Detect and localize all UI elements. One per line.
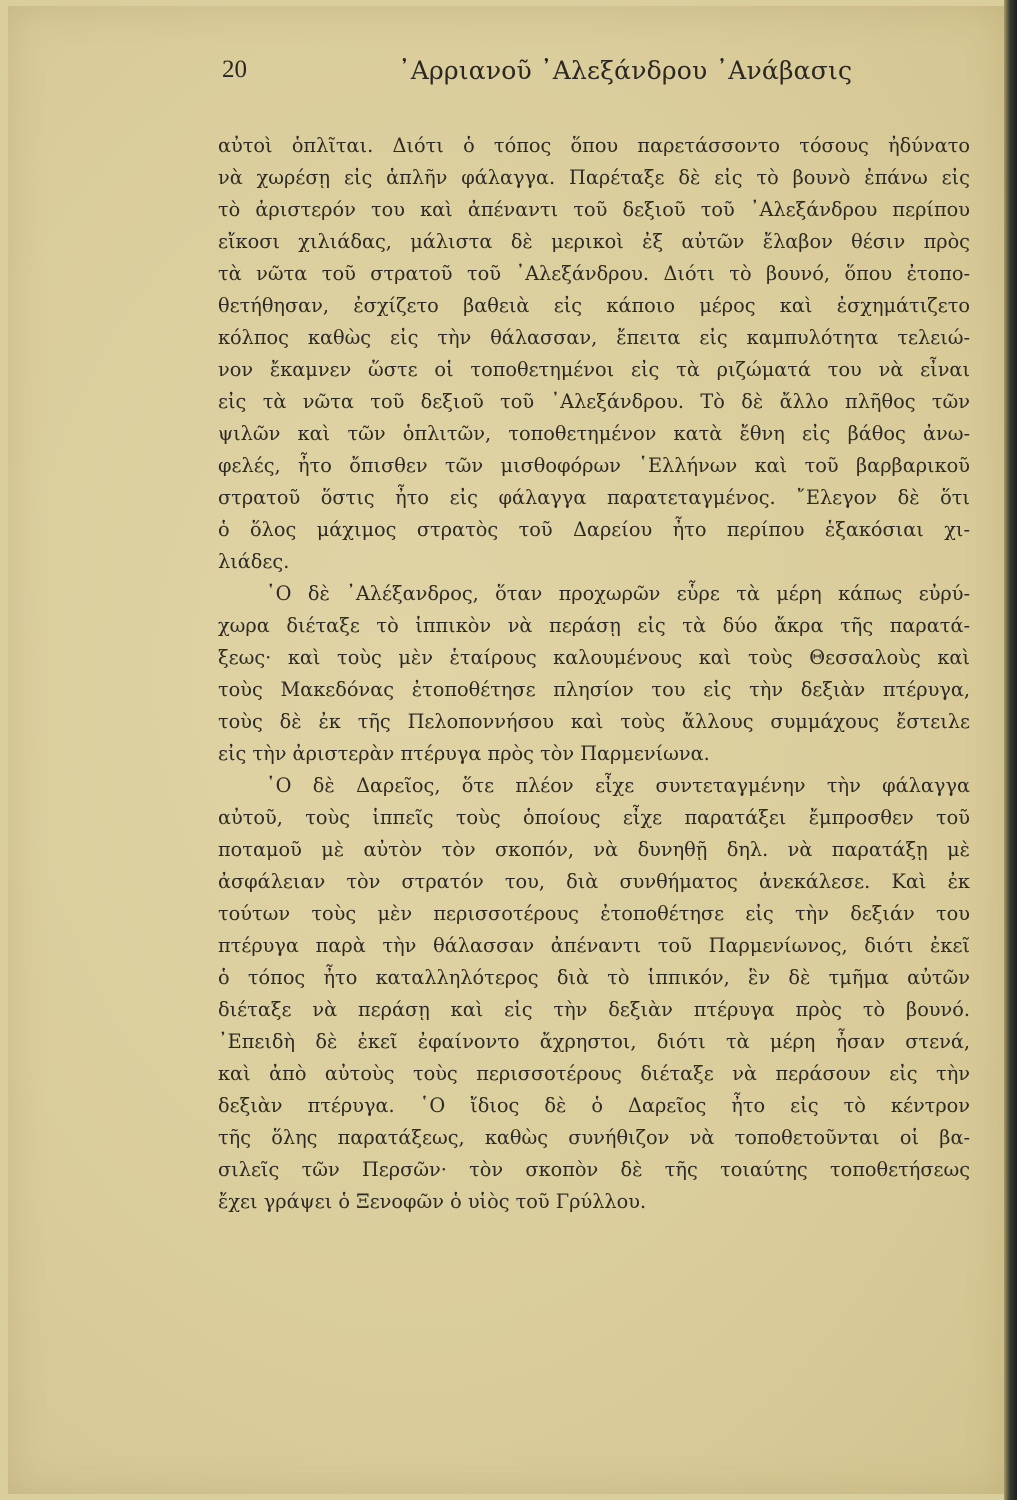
text-line: ἀσφάλειαν τὸν στρατόν του, διὰ συνθήματος ἀνεκάλεσε. Καὶ ἐκ (218, 870, 970, 893)
text-line: τοὺς Μακεδόνας ἐτοποθέτησε πλησίον του εἰς τὴν δεξιὰν πτέρυγα, (218, 678, 970, 701)
text-line: αὐτοῦ, τοὺς ἱππεῖς τοὺς ὁποίους εἶχε παρατάξει ἔμπροσθεν τοῦ (218, 806, 970, 829)
body-text (218, 130, 970, 1218)
text-line: ψιλῶν καὶ τῶν ὁπλιτῶν, τοποθετημένον κατὰ ἔθνη εἰς βάθος ἀνω- (218, 422, 970, 445)
text-line: πτέρυγα παρὰ τὴν θάλασσαν ἀπέναντι τοῦ Παρμενίωνος, διότι ἐκεῖ (218, 934, 970, 957)
text-line: ᾿Επειδὴ δὲ ἐκεῖ ἐφαίνοντο ἄχρηστοι, διότι τὰ μέρη ἦσαν στενά, (218, 1030, 970, 1053)
text-line: αὐτοὶ ὁπλῖται. Διότι ὁ τόπος ὅπου παρετάσσοντο τόσους ἠδύνατο (218, 134, 970, 157)
running-title: ᾿Αρριανοῦ ᾿Αλεξάνδρου ᾿Ανάβασις (398, 56, 853, 85)
text-line: δεξιὰν πτέρυγα. ῾Ο ἴδιος δὲ ὁ Δαρεῖος ἦτο εἰς τὸ κέντρον (218, 1094, 970, 1117)
text-line: καὶ ἀπὸ αὐτοὺς τοὺς περισσοτέρους διέταξε νὰ περάσουν εἰς τὴν (218, 1062, 970, 1085)
text-line: ποταμοῦ μὲ αὐτὸν τὸν σκοπόν, νὰ δυνηθῇ δηλ. νὰ παρατάξῃ μὲ (218, 838, 970, 861)
text-line: ἔχει γράψει ὁ Ξενοφῶν ὁ υἱὸς τοῦ Γρύλλου. (218, 1190, 647, 1213)
text-line: χωρα διέταξε τὸ ἱππικὸν νὰ περάσῃ εἰς τὰ δύο ἄκρα τῆς παρατά- (218, 614, 970, 637)
paragraph (218, 578, 970, 770)
book-page (8, 6, 1004, 1494)
page-number: 20 (222, 56, 247, 83)
text-line: σιλεῖς τῶν Περσῶν· τὸν σκοπὸν δὲ τῆς τοιαύτης τοποθετήσεως (218, 1158, 970, 1181)
text-line: τῆς ὅλης παρατάξεως, καθὼς συνήθιζον νὰ τοποθετοῦνται οἱ βα- (218, 1126, 970, 1149)
paragraph (218, 130, 970, 578)
text-line: ὁ ὅλος μάχιμος στρατὸς τοῦ Δαρείου ἦτο περίπου ἑξακόσιαι χι- (218, 518, 970, 541)
page-header (8, 56, 1004, 96)
text-line: ξεως· καὶ τοὺς μὲν ἑταίρους καλουμένους καὶ τοὺς Θεσσαλοὺς καὶ (218, 646, 970, 669)
text-line: λιάδες. (218, 550, 290, 573)
text-line: ὁ τόπος ἦτο καταλληλότερος διὰ τὸ ἱππικόν, ἓν δὲ τμῆμα αὐτῶν (218, 966, 970, 989)
text-line: εἰς τὰ νῶτα τοῦ δεξιοῦ τοῦ ᾿Αλεξάνδρου. Τὸ δὲ ἄλλο πλῆθος τῶν (218, 390, 970, 413)
text-line: ῾Ο δὲ ᾿Αλέξανδρος, ὅταν προχωρῶν εὗρε τὰ μέρη κάπως εὐρύ- (266, 582, 970, 605)
text-line: εἰς τὴν ἀριστερὰν πτέρυγα πρὸς τὸν Παρμενίωνα. (218, 742, 710, 765)
book-spine-edge (1004, 0, 1017, 1500)
text-line: νὰ χωρέσῃ εἰς ἁπλῆν φάλαγγα. Παρέταξε δὲ εἰς τὸ βουνὸ ἐπάνω εἰς (218, 166, 970, 189)
text-line: τὸ ἀριστερόν του καὶ ἀπέναντι τοῦ δεξιοῦ τοῦ ᾿Αλεξάνδρου περίπου (218, 198, 970, 221)
paragraph (218, 770, 970, 1218)
text-line: διέταξε νὰ περάσῃ καὶ εἰς τὴν δεξιὰν πτέρυγα πρὸς τὸ βουνό. (218, 998, 970, 1021)
text-line: τὰ νῶτα τοῦ στρατοῦ τοῦ ᾿Αλεξάνδρου. Διότι τὸ βουνό, ὅπου ἐτοπο- (218, 262, 970, 285)
text-line: τοὺς δὲ ἐκ τῆς Πελοποννήσου καὶ τοὺς ἄλλους συμμάχους ἔστειλε (218, 710, 970, 733)
text-line: στρατοῦ ὅστις ἦτο εἰς φάλαγγα παρατεταγμένος. ῎Ελεγον δὲ ὅτι (218, 486, 970, 509)
text-line: τούτων τοὺς μὲν περισσοτέρους ἐτοποθέτησε εἰς τὴν δεξιάν του (218, 902, 970, 925)
text-line: νον ἔκαμνεν ὥστε οἱ τοποθετημένοι εἰς τὰ ριζώματά του νὰ εἶναι (218, 358, 970, 381)
text-line: ῾Ο δὲ Δαρεῖος, ὅτε πλέον εἶχε συντεταγμένην τὴν φάλαγγα (266, 774, 970, 797)
text-line: φελές, ἦτο ὄπισθεν τῶν μισθοφόρων ῾Ελλήνων καὶ τοῦ βαρβαρικοῦ (218, 454, 970, 477)
text-line: εἴκοσι χιλιάδας, μάλιστα δὲ μερικοὶ ἐξ αὐτῶν ἔλαβον θέσιν πρὸς (218, 230, 970, 253)
text-line: κόλπος καθὼς εἰς τὴν θάλασσαν, ἔπειτα εἰς καμπυλότητα τελειώ- (218, 326, 970, 349)
text-line: θετήθησαν, ἐσχίζετο βαθειὰ εἰς κάποιο μέρος καὶ ἐσχημάτιζετο (218, 294, 970, 317)
